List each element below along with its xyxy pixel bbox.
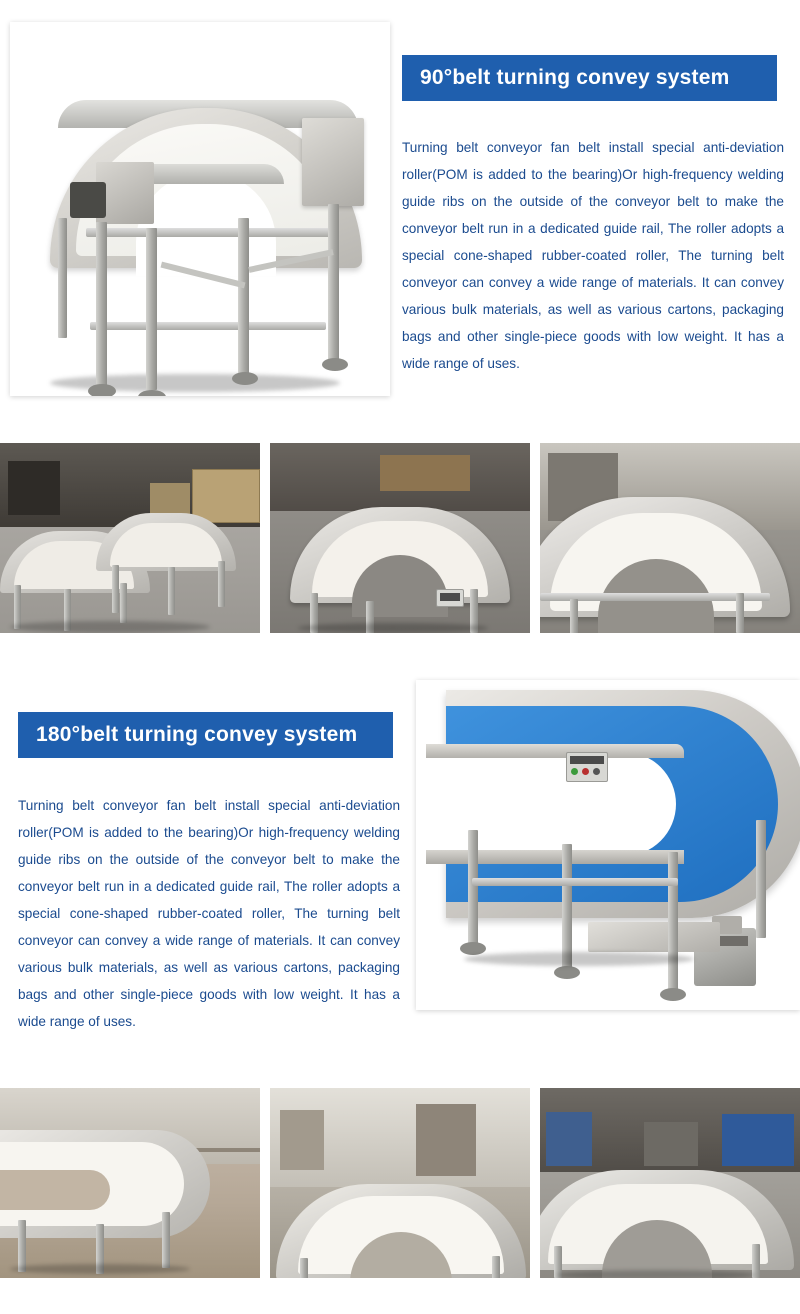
- thumbnail-strip-90: [0, 443, 800, 633]
- thumbnail-90-2: [270, 443, 530, 633]
- section-180-title: 180°belt turning convey system: [36, 723, 358, 746]
- thumbnail-180-1: [0, 1088, 260, 1278]
- thumbnail-90-3: [540, 443, 800, 633]
- section-90-degree: [0, 0, 800, 410]
- thumbnail-180-2: [270, 1088, 530, 1278]
- section-180-title-bar: [18, 712, 393, 758]
- thumbnail-90-1: [0, 443, 260, 633]
- section-90-title: 90°belt turning convey system: [420, 66, 730, 89]
- control-panel: [566, 752, 608, 782]
- section-180-degree: [0, 660, 800, 1070]
- thumbnail-180-3: [540, 1088, 800, 1278]
- hero-image-180: [416, 680, 800, 1010]
- section-90-title-bar: [402, 55, 777, 101]
- section-90-body: Turning belt conveyor fan belt install special anti-deviation roller(POM is added to the bearing)Or high-frequency welding guide ribs on the outside of the conveyor belt to make the conveyor belt run in a dedicated guide rail, The roller adopts a special cone-shaped rubber-coated roller, The turning belt conveyor can convey a wide range of materials. It can convey various bulk materials, as well as various cartons, packaging bags and other single-piece goods with low weight. It has a wide range of uses.: [402, 139, 784, 371]
- hero-image-90: [10, 22, 390, 396]
- section-180-body: Turning belt conveyor fan belt install special anti-deviation roller(POM is added to the bearing)Or high-frequency welding guide ribs on the outside of the conveyor belt to make the conveyor belt run in a dedicated guide rail, The roller adopts a special cone-shaped rubber-coated roller, The turning belt conveyor can convey a wide range of materials. It can convey various bulk materials, as well as various cartons, packaging bags and other single-piece goods with low weight. It has a wide range of uses.: [18, 797, 400, 1029]
- thumbnail-strip-180: [0, 1088, 800, 1278]
